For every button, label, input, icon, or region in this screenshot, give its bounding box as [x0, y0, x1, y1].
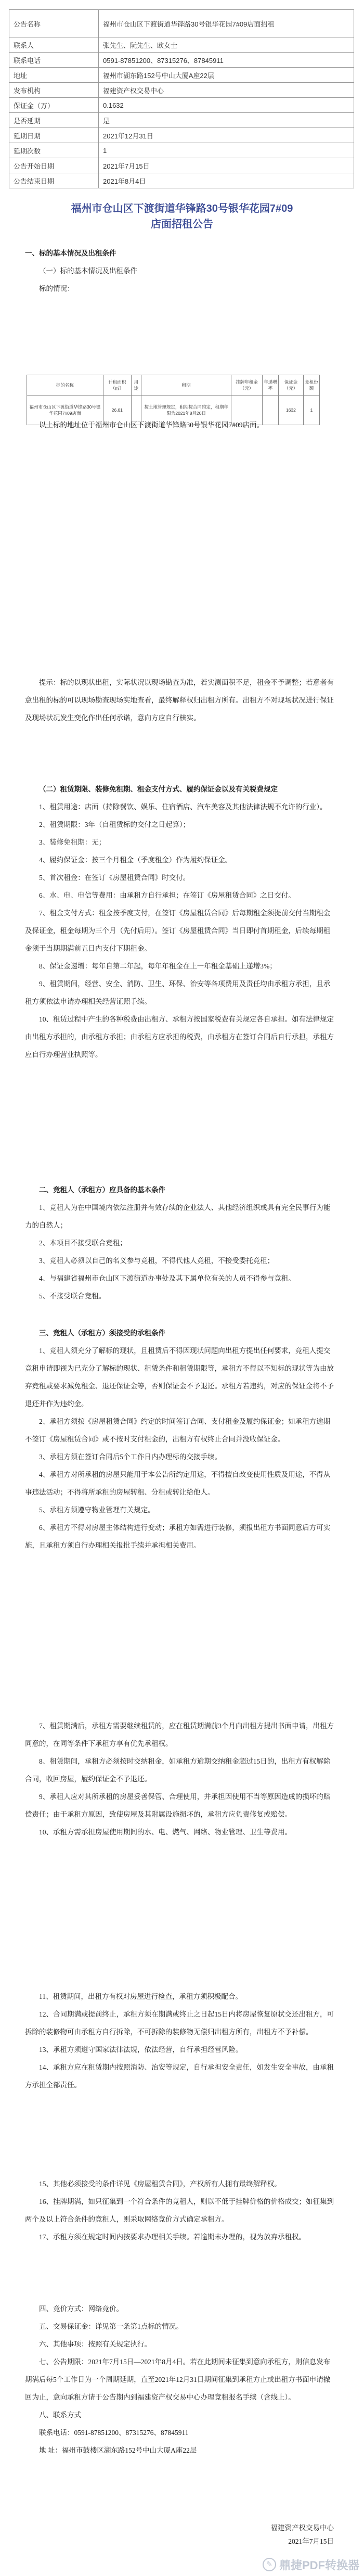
- paragraph: 14、承租方应在租赁期内按照消防、治安等规定，自行承担安全责任，如发生安全事故，由承租方承担全部责任。: [25, 2063, 334, 2089]
- section-3: [25, 1181, 337, 1305]
- paragraph: 5、承租方须遵守物业管理有关规定。: [39, 1506, 155, 1514]
- info-value: 2021年7月15日: [99, 158, 354, 173]
- bid-header-cell: 计租面积（㎡）: [103, 375, 131, 396]
- paragraph: 6、水、电、电信等费用：由承租方自行承担；在签订《房屋租赁合同》之日交付。: [39, 891, 295, 899]
- bid-cell: 福州市仓山区下渡街道华锋路30号银华花园7#09店面: [27, 396, 103, 425]
- paragraph: 七、公告期限：2021年7月15日—2021年8月4日。若在此期间未征集到意向承租方，则信息发布期满后每5个工作日为一个周期延期，直至2021年12月31日期间征集到承租方止或出租方书面申请撤回为止，意向承租方请于公告期内到福建资产权交易中心办理竞租报名手续（含线上）。: [25, 2358, 331, 2401]
- paragraph: 4、承租方对所承租的房屋只能用于本公告所约定用途，不得擅自改变使用性质及用途，不得从事违法活动；不得将所承租的房屋转租、分租或转让给他人。: [25, 1471, 331, 1496]
- title-line-1: 福州市仓山区下渡街道华锋路30号银华花园7#09: [71, 203, 293, 214]
- section-heading: （二）租赁期限、装修免租期、租金支付方式、履约保证金以及有关税费规定: [39, 785, 278, 793]
- info-value: 2021年12月31日: [99, 128, 354, 143]
- info-row: [9, 37, 354, 53]
- paragraph: 17、承租方须在规定时间内按要求办理相关手续。若逾期未办理的，视为放弃承租权。: [39, 2233, 306, 2241]
- info-key: 延期次数: [9, 143, 99, 158]
- paragraph: 地 址：福州市鼓楼区湖东路152号中山大厦A座22层: [39, 2446, 197, 2454]
- signature-block: [271, 2521, 334, 2548]
- info-value: 福州市仓山区下渡街道华锋路30号银华花园7#09店面招租: [99, 10, 354, 37]
- section-4: [25, 1324, 337, 1554]
- info-key: 发布机构: [9, 83, 99, 98]
- info-value: 1: [99, 143, 354, 158]
- info-value: 0.1632: [99, 98, 354, 113]
- paragraph: 2、本项目不接受联合竞租；: [39, 1239, 127, 1247]
- paragraph: 4、履约保证金：按三个月租金（季度租金）作为履约保证金。: [39, 856, 232, 864]
- paragraph: 四、竞价方式：网络竞价。: [39, 2305, 123, 2313]
- paragraph: 五、交易保证金：详见第一条第1点标的情况。: [39, 2323, 183, 2330]
- info-row: [9, 98, 354, 113]
- info-value: 0591-87851200、87315276、87845911: [99, 53, 354, 68]
- paragraph: 3、装修免租期：无；: [39, 838, 106, 846]
- info-key: 保证金（万）: [9, 98, 99, 113]
- info-row: [9, 68, 354, 83]
- paragraph: 11、租赁期间，出租方有权对房屋进行检查，承租方须积极配合。: [39, 1993, 242, 2000]
- section-heading: 二、竞租人（承租方）应具备的基本条件: [39, 1186, 165, 1194]
- paragraph: 4、与福建省福州市仓山区下渡街道办事处及其下属单位有关的人员不得参与竞租。: [39, 1274, 295, 1282]
- info-key: 联系人: [9, 37, 99, 53]
- paragraph: 9、承租人应对其所承租的房屋妥善保管、合理使用，并承担因使用不当等原因造成的损坏的赔偿责任；由于承租方原因，致使房屋及其附属设施损坏的，承租方应负责修复或赔偿。: [25, 1793, 331, 1818]
- section-8: [25, 2300, 337, 2459]
- info-row: [9, 53, 354, 68]
- paragraph: 3、竞租人必须以自己的名义参与竞租，不得代他人竞租，不接受委托竞租；: [39, 1257, 275, 1265]
- paragraph: 8、保证金递增：每年自第二年起，每年年租金在上一年租金基础上递增3%；: [39, 962, 277, 970]
- watermark: ✎ 鼎捷PDF转换器: [263, 2555, 361, 2574]
- paragraph: 10、承租方需承担房屋使用期间的水、电、燃气、网络、物业管理、卫生等费用。: [39, 1828, 292, 1836]
- paragraph: 5、不接受联合竞租。: [39, 1292, 106, 1300]
- section-1: [25, 245, 337, 298]
- paragraph: 八、联系方式: [39, 2411, 81, 2419]
- paragraph: 6、承租方不得对房屋主体结构进行变动；承租方如需进行装修，须报出租方书面同意后方可实施，且承租方须自行办理相关报批手续并承担相关费用。: [25, 1524, 331, 1549]
- section-5: [25, 1717, 337, 1841]
- info-row: [9, 158, 354, 173]
- info-value: 是: [99, 113, 354, 128]
- paragraph: 3、承租方须在签订合同后5个工作日内办理标的交接手续。: [39, 1453, 222, 1461]
- info-row: [9, 143, 354, 158]
- signature-org: 福建资产权交易中心: [270, 2524, 334, 2532]
- bid-header-cell: 标的名称: [27, 375, 103, 396]
- info-row: [9, 128, 354, 143]
- paragraph: 六、其他事项：按照有关规定执行。: [39, 2340, 151, 2348]
- paragraph: 2、租赁期限：3年（自租赁标的交付之日起算）；: [39, 821, 190, 828]
- title-line-2: 店面招租公告: [151, 219, 213, 230]
- section-7: [25, 2175, 337, 2246]
- paragraph: 2、承租方须按《房屋租赁合同》约定的时间签订合同、支付租金及履约保证金；如承租方逾期不签订《房屋租赁合同》或不按时支付租金的，出租方有权终止合同并没收保证金。: [25, 1418, 331, 1443]
- bid-header-cell: 保证金（元）: [278, 375, 303, 396]
- paragraph: 9、租赁期间，经营、安全、消防、卫生、环保、治安等各项费用及责任均由承租方承担，且承租方须依法申请办理相关经营证照手续。: [25, 980, 331, 1005]
- bid-note: 以上标的地址位于福州市仓山区下渡街道华锋路30号银华花园7#09店面。: [39, 421, 264, 429]
- bid-header-cell: 年递增率: [263, 375, 279, 396]
- tip-paragraph: 提示：标的以现状出租，实际状况以现场勘查为准，若实测面积不足，租金不予调整；若意者有意出租的标的可以现场勘查现场实地查看，最终解释权归出租方所有。出租方不对现场状况进行保证及现场状况发生变化作出任何承诺，意向方应自行核实。: [25, 679, 334, 722]
- section-2: [25, 781, 337, 1064]
- paragraph: 8、租赁期间，承租方必须按时交纳租金，如承租方逾期交纳租金超过15日的，出租方有权解除合同，收回房屋，履约保证金不予退还。: [25, 1757, 331, 1783]
- info-row: [9, 10, 354, 37]
- bid-header-cell: 租期: [141, 375, 231, 396]
- info-key: 公告结束日期: [9, 173, 99, 188]
- section-heading: 一、标的基本情况及出租条件: [25, 249, 116, 257]
- bid-cell: 按土地管理规定，租期按合同约定，租期年限为2021年8月20日: [141, 396, 231, 425]
- paragraph: 5、首次租金：在签订《房屋租赁合同》时交付。: [39, 874, 190, 882]
- info-row: [9, 83, 354, 98]
- paragraph: 联系电话：0591-87851200、87315276、87845911: [39, 2429, 189, 2437]
- info-value: 张先生、阮先生、欧女士: [99, 37, 354, 53]
- info-table: [9, 9, 354, 188]
- section-subheading: 标的情况：: [39, 285, 74, 292]
- section-6: [25, 1988, 337, 2094]
- bid-cell: 26.61: [103, 396, 131, 425]
- info-value: 2021年8月4日: [99, 173, 354, 188]
- paragraph: 12、合同期满或提前终止，承租方须在期满或终止之日起15日内将房屋恢复原状交还出租方，可拆除的装修物可由承租方自行拆除，不可拆除的装修物无偿归出租方所有，出租方不予补偿。: [25, 2010, 334, 2036]
- signature-date: 2021年7月15日: [288, 2537, 334, 2545]
- paragraph: 1、租赁用途：店面（持除餐饮、娱乐、住宿酒店、汽车美容及其他法律法规不允许的行业）。: [39, 803, 327, 811]
- info-key: 延期日期: [9, 128, 99, 143]
- info-key: 公告开始日期: [9, 158, 99, 173]
- info-value: 福建资产权交易中心: [99, 83, 354, 98]
- info-value: 福州市湖东路152号中山大厦A座22层: [99, 68, 354, 83]
- bid-header-cell: 挂牌年租金（元）: [231, 375, 263, 396]
- section-heading: 三、竞租人（承租方）须接受的承租条件: [39, 1329, 165, 1337]
- bid-header-cell: 竞租份额: [303, 375, 319, 396]
- paragraph: 1、竞租人须充分了解标的现状，且租赁后不得因现状问题向出租方提出任何要求，竞租人提交竞租申请即视为已充分了解标的现状、租赁条件和租赁期限等，承租方不得以不知标的现状等为由放弃竞租或要求减免租金、退还保证金等，否则保证金不予退还。承租方若违约，对应的保证金将不予退还并作为违约金。: [25, 1347, 334, 1408]
- info-key: 联系电话: [9, 53, 99, 68]
- info-key: 地址: [9, 68, 99, 83]
- paragraph: 10、租赁过程中产生的各种税费由出租方、承租方按国家税费有关规定各自承担。如有法律规定由出租方承担的，由承租方承担；由承租方应承担的税费，由承租方在签订合同后自行承担，承租方应自行办理营业执照等。: [25, 1015, 334, 1059]
- paragraph: 15、其他必须接受的条件详见《房屋租赁合同》，产权所有人拥有最终解释权。: [39, 2180, 281, 2188]
- section-subheading: （一）标的基本情况及出租条件: [39, 267, 137, 275]
- paragraph: 7、租金支付方式：租金按季度支付，在签订《房屋租赁合同》后每期租金须提前交付当期租金及保证金，租金每期为三个月（先付后用）。签订《房屋租赁合同》当日即付首期租金，后续每期租金须于当期期满前五日内支付下期租金。: [25, 909, 331, 952]
- paragraph: 16、挂牌期满，如只征集到一个符合条件的竞租人，则以不低于挂牌价格的价格成交；如征集到两个及以上符合条件的竞租人，则采取网络竞价方式确定承租方。: [25, 2198, 334, 2223]
- info-key: 是否延期: [9, 113, 99, 128]
- paragraph: 1、竞租人为在中国境内依法注册并有效存续的企业法人、其他经济组织或具有完全民事行为能力的自然人；: [25, 1204, 331, 1229]
- bid-cell: 1632: [278, 396, 303, 425]
- info-row: [9, 173, 354, 188]
- page-title: [0, 201, 364, 232]
- watermark-logo-icon: ✎: [263, 2558, 276, 2571]
- paragraph: 7、租赁期满后，承租方需要继续租赁的，应在租赁期满前3个月向出租方提出书面申请，出租方同意的，在同等条件下承租方享有优先承租权。: [25, 1722, 334, 1748]
- bid-cell: 1: [303, 396, 319, 425]
- info-key: 公告名称: [9, 10, 99, 37]
- bid-header-cell: 用途: [131, 375, 141, 396]
- paragraph: 13、承租方须遵守国家法律法规，依法经营，自行承担经营风险。: [39, 2046, 243, 2054]
- info-row: [9, 113, 354, 128]
